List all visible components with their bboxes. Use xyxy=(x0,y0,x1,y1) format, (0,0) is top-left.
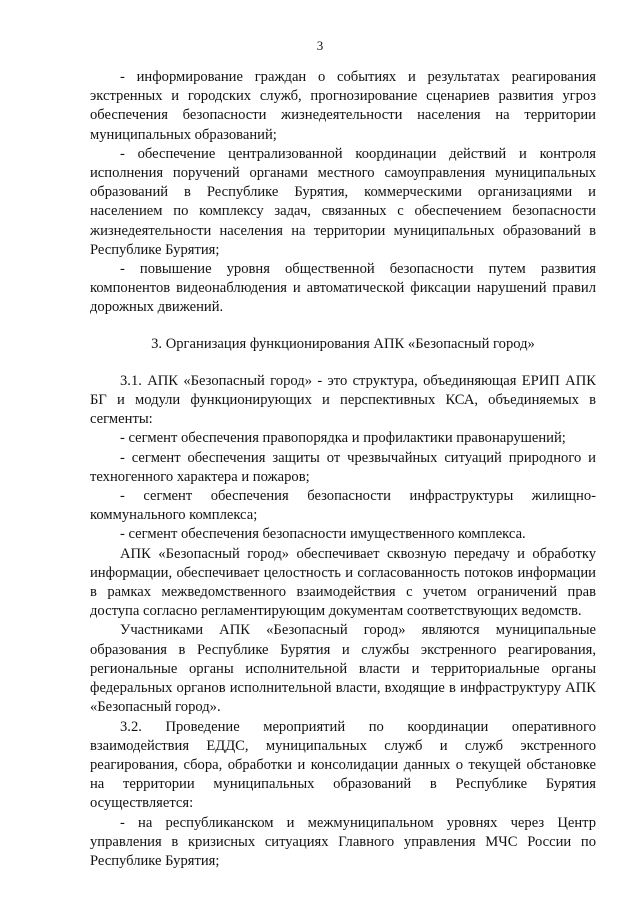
page-number: 3 xyxy=(316,38,324,53)
segment-property-complex: - сегмент обеспечения безопасности имущественного комплекса. xyxy=(120,526,526,543)
paragraph-republican-level: - на республиканском и межмуниципальном уровнях через Центр управления в кризисных ситуациях Главного управления МЧС России по Республике Бурятия; xyxy=(90,814,596,869)
paragraph-participants: Участниками АПК «Безопасный город» являются муниципальные образования в Республике Бурятия и службы экстренного реагирования, региональные органы исполнительной власти и территориальные органы федеральных органов исполнительной власти, входящие в инфраструктуру АПК «Безопасный город». xyxy=(90,622,596,716)
paragraph-informing: - информирование граждан о событиях и результатах реагирования экстренных и городских служб, прогнозирование сценариев развития угроз обеспечения безопасности жизнедеятельности населения на территории муниципальных образований; xyxy=(90,69,596,143)
paragraph-3-1: 3.1. АПК «Безопасный город» - это структура, объединяющая ЕРИП АПК БГ и модули функционирующих и перспективных КСА, объединяемых в сегменты: xyxy=(90,372,596,428)
segment-law-enforcement: - сегмент обеспечения правопорядка и профилактики правонарушений; xyxy=(120,430,566,447)
paragraph-data-processing: АПК «Безопасный город» обеспечивает сквозную передачу и обработку информации, обеспечивает целостность и согласованность потоков информации в рамках межведомственного взаимодействия с учетом ограничений прав доступа согласно регламентирующим документам соответствующих ведомств. xyxy=(90,545,596,620)
segment-emergency-protection: - сегмент обеспечения защиты от чрезвычайных ситуаций природного и техногенного характера и пожаров; xyxy=(90,449,596,485)
paragraph-public-safety: - повышение уровня общественной безопасности путем развития компонентов видеонаблюдения и автоматической фиксации нарушений правил дорожных движений. xyxy=(90,261,596,316)
document-body xyxy=(90,68,596,871)
segment-housing-infrastructure: - сегмент обеспечения безопасности инфраструктуры жилищно-коммунального комплекса; xyxy=(90,488,596,524)
paragraph-coordination: - обеспечение централизованной координации действий и контроля исполнения поручений органами местного самоуправления муниципальных образований в Республике Бурятия, коммерческими организациями и населением по комплексу задач, связанных с обеспечением безопасности жизнедеятельности населения на территории муниципальных образований в Республике Бурятия; xyxy=(90,145,596,258)
paragraph-3-2: 3.2. Проведение мероприятий по координации оперативного взаимодействия ЕДДС, муниципальных служб и служб экстренного реагирования, сбора, обработки и консолидации данных о текущей обстановке на территории муниципальных образований в Республике Бурятия осуществляется: xyxy=(90,718,596,812)
section-heading: 3. Организация функционирования АПК «Безопасный город» xyxy=(151,335,535,352)
